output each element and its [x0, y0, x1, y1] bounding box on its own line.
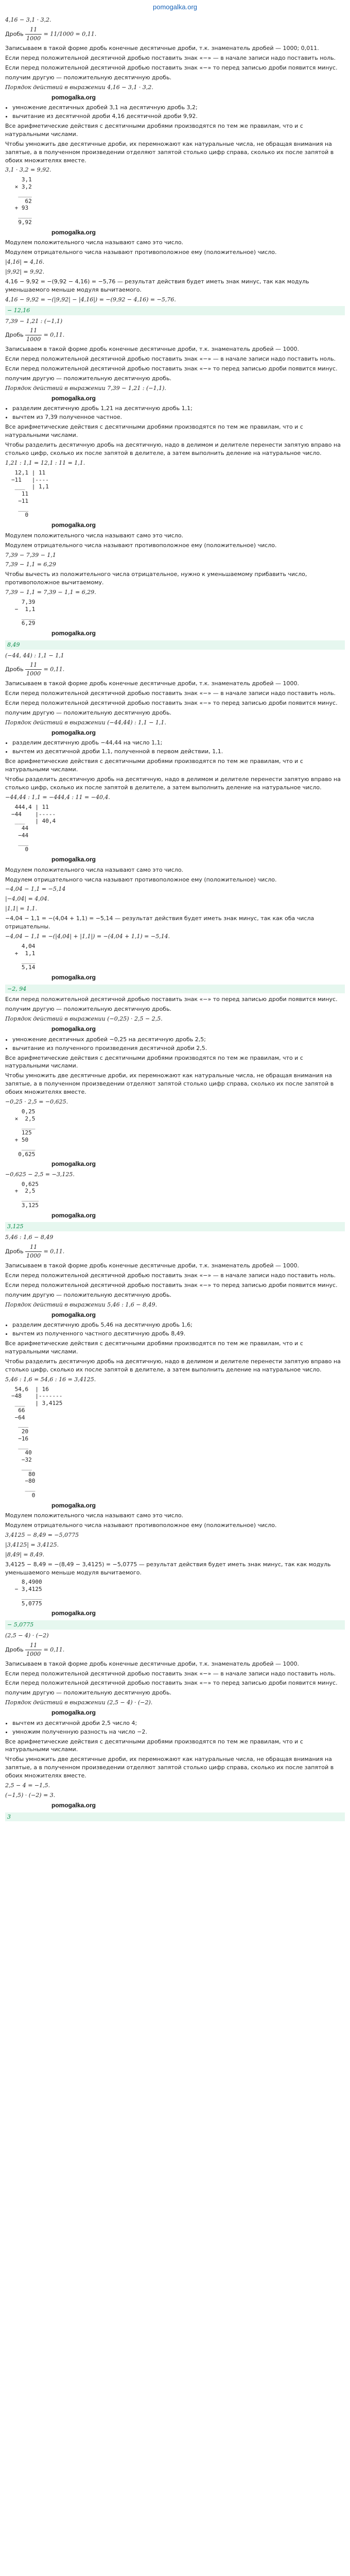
math-line: |1,1| = 1,1. [5, 905, 38, 912]
math-line: 3,4125 − 8,49 = −5,0775 [5, 1531, 79, 1538]
column-calculation: 54,6 | 16 −48 |------- ___ | 3,4125 66 −64 ___ 20 −16 ___ 40 −32 ___ 80 −80 ___ 0 [11, 1385, 63, 1499]
column-calculation: 8,4900 − 3,4125 ______ 5,0775 [14, 1579, 42, 1607]
fraction-prefix: Дробь [5, 1646, 26, 1653]
column-calculation: 444,4 | 11 −44 |----- ___ | 40,4 44 −44 ___ 0 [11, 803, 56, 853]
text-line: получим другую — положительную десятичную дробь. [5, 1006, 172, 1013]
fraction-numerator: 11 [25, 661, 42, 670]
step-item: • умножение десятичных дробей 3,1 на десятичную дробь 3,2; [12, 104, 345, 112]
fraction-prefix: Дробь [5, 30, 26, 38]
fraction-denominator: 1000 [26, 1650, 41, 1657]
fraction-line [5, 26, 345, 43]
text-line: Модулем отрицательного числа называют противоположное ему (положительное) число. [5, 1521, 277, 1529]
text-line: получим другую — положительную десятичную дробь. [5, 1291, 172, 1298]
fraction-prefix: Дробь [5, 331, 26, 338]
watermark: pomogalka.org [51, 395, 96, 402]
fraction-numerator: 11 [25, 1243, 42, 1252]
watermark: pomogalka.org [51, 1311, 96, 1318]
text-line: Все арифметические действия с десятичными дробями производятся по тем же правилам, что и с натуральными числами. [5, 1054, 303, 1070]
fraction-denominator: 1000 [26, 35, 41, 42]
math-line: |−4,04| = 4,04. [5, 895, 49, 903]
fraction-line [5, 327, 345, 344]
answer-badge: 8,49 [5, 640, 345, 650]
steps-list [12, 739, 345, 756]
text-line: Чтобы вычесть из положительного числа отрицательное, нужно к уменьшаемому прибавить число, противоположное вычитаемому. [5, 571, 307, 586]
answer-badge: − 12,16 [5, 306, 345, 315]
fraction [25, 26, 42, 43]
fraction [25, 1243, 42, 1260]
text-line: Если перед положительной десятичной дробью поставить знак «−» то перед записью дроби появится минус. [5, 1281, 338, 1289]
text-line: Если перед положительной десятичной дробью поставить знак «−» то перед записью дроби появится минус. [5, 64, 338, 71]
step-item: • вычтем из полученного частного десятичную дробь 8,49. [12, 1330, 345, 1338]
fraction-denominator: 1000 [26, 670, 41, 677]
fraction-numerator: 11 [25, 26, 42, 35]
math-line: |4,16| = 4,16. [5, 258, 45, 265]
text-line: Модулем положительного числа называют само это число. [5, 1512, 184, 1519]
watermark: pomogalka.org [51, 729, 96, 737]
fraction-denominator: 1000 [26, 336, 41, 343]
watermark: pomogalka.org [51, 630, 96, 637]
text-line: −4,04 − 1,1 = −(4,04 + 1,1) = −5,14 — результат действия будет иметь знак минус, так как оба числа отрицательны. [5, 915, 314, 930]
fraction-denominator: 1000 [26, 1252, 41, 1259]
text-line: Если перед положительной десятичной дробью поставить знак «−» то перед записью дроби появится минус. [5, 700, 338, 707]
math-line: (−1,5) · (−2) = 3. [5, 1792, 56, 1799]
watermark: pomogalka.org [51, 1160, 96, 1168]
math-line: −0,625 − 2,5 = −3,125. [5, 1171, 75, 1178]
steps-list [12, 1321, 345, 1338]
column-calculation: 12,1 | 11 −11 |---- ___ | 1,1 11 −11 ___ 0 [11, 469, 49, 519]
math-line: Порядок действий в выражении 4,16 − 3,1 · 3,2. [5, 83, 153, 91]
text-line: Все арифметические действия с десятичными дробями производятся по тем же правилам, что и с натуральными числами. [5, 1738, 303, 1753]
column-calculation: 4,04 + 1,1 ____ 5,14 [14, 943, 36, 971]
fraction-line [5, 1641, 345, 1658]
fraction-line [5, 661, 345, 678]
text-line: Если перед положительной десятичной дробью поставить знак «−» — в начале записи надо поставить ноль. [5, 54, 336, 61]
watermark: pomogalka.org [51, 1609, 96, 1617]
watermark: pomogalka.org [51, 856, 96, 863]
text-line: Все арифметические действия с десятичными дробями производятся по тем же правилам, что и с натуральными числами. [5, 122, 303, 138]
step-item: • вычитание из десятичной дроби 4,16 десятичной дроби 9,92. [12, 112, 345, 121]
text-line: Все арифметические действия с десятичными дробями производятся по тем же правилам, что и с натуральными числами. [5, 758, 303, 773]
text-line: получим другую — положительную десятичную дробь. [5, 375, 172, 382]
text-line: Если перед положительной десятичной дробью поставить знак «−» то перед записью дроби появится минус. [5, 365, 338, 372]
text-line: Чтобы умножить две десятичные дроби, их перемножают как натуральные числа, не обращая внимания на запятые, а в полученном произведении отделяют запятой столько цифр справа, сколько их после запятой в обоих множителях вместе. [5, 140, 334, 164]
text-line: Если перед положительной десятичной дробью поставить знак «−» — в начале записи надо поставить ноль. [5, 690, 336, 697]
watermark: pomogalka.org [51, 1501, 96, 1509]
answer-badge: 3 [5, 1812, 345, 1822]
column-calculation: 0,625 + 2,5 _____ 3,125 [14, 1180, 39, 1209]
steps-list [12, 404, 345, 421]
column-calculation: 7,39 − 1,1 ____ 6,29 [14, 599, 36, 627]
text-line: Все арифметические действия с десятичными дробями производятся по тем же правилам, что и с натуральными числами. [5, 423, 303, 439]
math-line: −4,04 − 1,1 = −(|4,04| + |1,1|) = −(4,04 + 1,1) = −5,14. [5, 933, 170, 940]
math-line: −4,04 − 1,1 = −5,14 [5, 886, 66, 893]
text-line: Модулем отрицательного числа называют противоположное ему (положительное) число. [5, 248, 277, 256]
step-item: • разделим десятичную дробь 5,46 на десятичную дробь 1,6; [12, 1321, 345, 1329]
fraction-suffix: = 11/1000 = 0,11. [42, 30, 97, 38]
fraction [25, 327, 42, 344]
text-line: Записываем в такой форме дробь конечные десятичные дроби, т.к. знаменатель дробей — 1000; 0,011. [5, 44, 319, 52]
text-line: Модулем положительного числа называют само это число. [5, 532, 184, 539]
math-line: 5,46 : 1,6 = 54,6 : 16 = 3,4125. [5, 1376, 96, 1383]
math-line: |9,92| = 9,92. [5, 268, 45, 275]
text-line: Записываем в такой форме дробь конечные десятичные дроби, т.к. знаменатель дробей — 1000. [5, 1660, 300, 1667]
text-line: Модулем положительного числа называют само это число. [5, 239, 184, 246]
math-line: 7,39 − 1,1 = 6,29 [5, 561, 56, 568]
steps-list [12, 1719, 345, 1736]
answer-badge: − 5,0775 [5, 1620, 345, 1630]
step-item: • разделим десятичную дробь −44,44 на число 1,1; [12, 739, 345, 747]
watermark: pomogalka.org [51, 1709, 96, 1717]
fraction-suffix: = 0,11. [42, 331, 65, 338]
math-line: 7,39 − 1,21 : (−1,1) [5, 317, 63, 325]
text-line: 4,16 − 9,92 = −(9,92 − 4,16) = −5,76 — результат действия будет иметь знак минус, так как модуль уменьшаемого меньше модуля вычитаемого. [5, 278, 309, 293]
fraction-prefix: Дробь [5, 666, 26, 673]
watermark: pomogalka.org [51, 974, 96, 981]
watermark: pomogalka.org [51, 521, 96, 529]
math-line: 7,39 − 1,1 = 7,39 − 1,1 = 6,29. [5, 589, 96, 596]
text-line: Чтобы умножить две десятичные дроби, их перемножают как натуральные числа, не обращая внимания на запятые, а в полученном произведении отделяют запятой столько цифр справа, сколько их после запятой в обоих множителях вместе. [5, 1756, 334, 1780]
watermark: pomogalka.org [51, 93, 96, 101]
site-header[interactable] [0, 0, 350, 14]
text-line: Все арифметические действия с десятичными дробями производятся по тем же правилам, что и с натуральными числами. [5, 1340, 303, 1355]
text-line: Модулем отрицательного числа называют противоположное ему (положительное) число. [5, 876, 277, 883]
fraction-line [5, 1243, 345, 1260]
column-calculation: 0,25 × 2,5 ____ 125 + 50 ____ 0,625 [14, 1108, 36, 1158]
fraction-suffix: = 0,11. [42, 666, 65, 673]
text-line: 3,4125 − 8,49 = −(8,49 − 3,4125) = −5,0775 — результат действия будет иметь знак минус, так как модуль уменьшаемого меньше модуля вычитаемого. [5, 1561, 331, 1576]
step-item: • умножим полученную разность на число −2. [12, 1728, 345, 1736]
watermark: pomogalka.org [51, 228, 96, 236]
text-line: Чтобы разделить десятичную дробь на десятичную, надо в делимом и делителе перенести запятую вправо на столько цифр, сколько их после запятой в делителе, а затем выполнить деление на натуральное число. [5, 776, 341, 791]
column-calculation: 3,1 × 3,2 ____ 62 + 93 ____ 9,92 [14, 176, 32, 226]
answer-badge: −2, 94 [5, 985, 345, 994]
text-line: Если перед положительной десятичной дробью поставить знак «−» то перед записью дроби появится минус. [5, 1680, 338, 1687]
text-line: получим другую — положительную десятичную дробь. [5, 1689, 172, 1697]
math-line: 1,21 : 1,1 = 12,1 : 11 = 1,1. [5, 460, 85, 467]
text-line: Записываем в такой форме дробь конечные десятичные дроби, т.к. знаменатель дробей — 1000. [5, 680, 300, 687]
text-line: Если перед положительной десятичной дробью поставить знак «−» — в начале записи надо поставить ноль. [5, 1272, 336, 1279]
math-line: (−44, 44) : 1,1 − 1,1 [5, 652, 64, 659]
math-line: 4,16 − 3,1 · 3,2. [5, 16, 51, 23]
step-item: • умножение десятичных дробей −0,25 на десятичную дробь 2,5; [12, 1036, 345, 1044]
text-line: Если перед положительной десятичной дробью поставить знак «−» то перед записью дроби появится минус. [5, 996, 338, 1003]
text-line: Чтобы умножить две десятичные дроби, их перемножают как натуральные числа, не обращая внимания на запятые, а в полученном произведении отделяют запятой столько цифр справа, сколько их после запятой в обоих множителях вместе. [5, 1072, 334, 1096]
step-item: • разделим десятичную дробь 1,21 на десятичную дробь 1,1; [12, 404, 345, 413]
fraction-numerator: 11 [25, 327, 42, 335]
step-item: • вычтем из 7,39 полученное частное. [12, 413, 345, 421]
watermark: pomogalka.org [51, 1211, 96, 1219]
fraction-prefix: Дробь [5, 1248, 26, 1255]
math-line: Порядок действий в выражении (−0,25) · 2,5 − 2,5. [5, 1015, 163, 1023]
fraction [25, 1641, 42, 1658]
fraction [25, 661, 42, 678]
step-item: • вычтем из десятичной дроби 2,5 число 4; [12, 1719, 345, 1727]
math-line: 5,46 : 1,6 − 8,49 [5, 1234, 54, 1241]
text-line: Если перед положительной десятичной дробью поставить знак «−» — в начале записи надо поставить ноль. [5, 355, 336, 363]
math-line: 7,39 − 7,39 − 1,1 [5, 551, 56, 558]
math-line: Порядок действий в выражении 7,39 − 1,21 : (−1,1). [5, 385, 166, 392]
math-line: Порядок действий в выражении (−44,44) : 1,1 − 1,1. [5, 719, 166, 726]
text-line: Чтобы разделить десятичную дробь на десятичную, надо в делимом и делителе перенести запятую вправо на столько цифр, сколько их после запятой в делителе, а затем выполнить деление на натуральное число. [5, 442, 341, 457]
text-line: Если перед положительной десятичной дробью поставить знак «−» — в начале записи надо поставить ноль. [5, 1670, 336, 1677]
text-line: Модулем положительного числа называют само это число. [5, 866, 184, 873]
fraction-suffix: = 0,11. [42, 1248, 65, 1255]
text-line: Записываем в такой форме дробь конечные десятичные дроби, т.к. знаменатель дробей — 1000. [5, 1262, 300, 1269]
step-item: • вычтем из десятичной дроби 1,1, полученной в первом действии, 1,1. [12, 748, 345, 756]
text-line: Чтобы разделить десятичную дробь на десятичную, надо в делимом и делителе перенести запятую вправо на столько цифр, сколько их после запятой в делителе, а затем выполнить деление на натуральное число. [5, 1358, 341, 1373]
text-line: получим другую — положительную десятичную дробь. [5, 709, 172, 717]
watermark: pomogalka.org [51, 1802, 96, 1809]
text-line: Записываем в такой форме дробь конечные десятичные дроби, т.к. знаменатель дробей — 1000. [5, 346, 300, 353]
solution-content [0, 16, 350, 1821]
math-line: |8,49| = 8,49. [5, 1551, 45, 1558]
steps-list [12, 104, 345, 121]
step-item: • вычитание из полученного произведения десятичной дроби 2,5. [12, 1044, 345, 1053]
math-line: −0,25 · 2,5 = −0,625. [5, 1098, 68, 1106]
math-line: −44,44 : 1,1 = −444,4 : 11 = −40,4. [5, 794, 110, 801]
math-line: 4,16 − 9,92 = −(|9,92| − |4,16|) = −(9,92 − 4,16) = −5,76. [5, 296, 176, 303]
math-line: Порядок действий в выражении 5,46 : 1,6 − 8,49. [5, 1301, 157, 1308]
math-line: 2,5 − 4 = −1,5. [5, 1782, 50, 1789]
math-line: |3,4125| = 3,4125. [5, 1541, 59, 1548]
fraction-numerator: 11 [25, 1641, 42, 1650]
text-line: Модулем отрицательного числа называют противоположное ему (положительное) число. [5, 541, 277, 549]
watermark: pomogalka.org [51, 1025, 96, 1033]
math-line: (2,5 − 4) · (−2) [5, 1632, 49, 1639]
text-line: получим другую — положительную десятичную дробь. [5, 74, 172, 81]
answer-badge: 3,125 [5, 1222, 345, 1231]
site-link[interactable]: pomogalka.org [153, 3, 197, 11]
fraction-suffix: = 0,11. [42, 1646, 65, 1653]
math-line: Порядок действий в выражении (2,5 − 4) · (−2). [5, 1699, 153, 1706]
steps-list [12, 1036, 345, 1053]
math-line: 3,1 · 3,2 = 9,92. [5, 166, 51, 174]
